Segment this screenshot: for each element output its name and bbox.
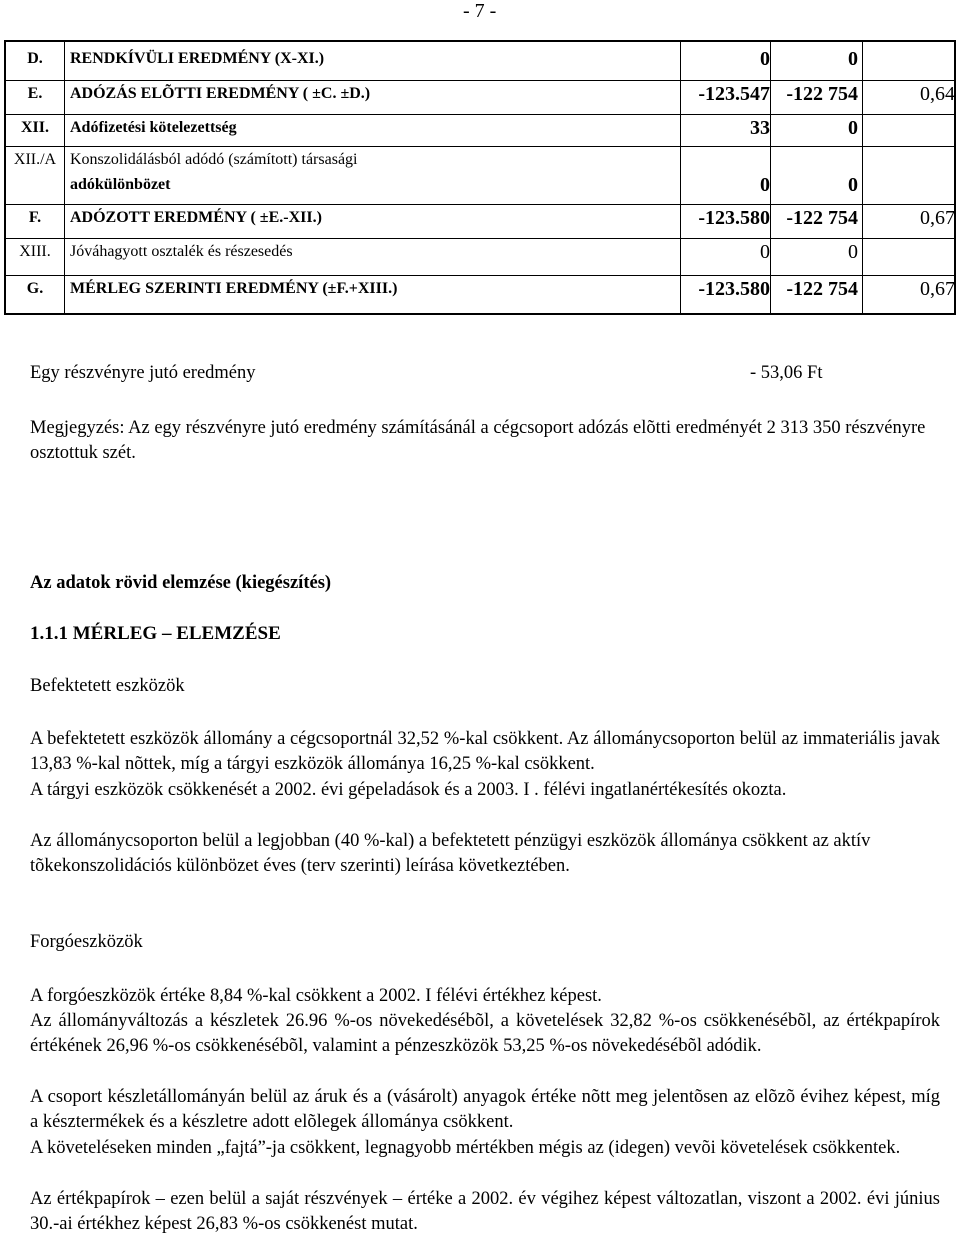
eps-value: - 53,06 Ft <box>750 363 823 383</box>
row-value-previous: 0 <box>848 48 858 70</box>
note: Megjegyzés: Az egy részvényre jutó eredmény számításánál a cégcsoport adózás elõtti eredményét 2 313 350 részvényre osztottuk szét. <box>30 418 926 463</box>
row-value-index: 0,67 <box>920 278 955 300</box>
row-value-previous: -122 754 <box>786 207 858 229</box>
row-code: XII./A <box>13 151 57 168</box>
row-value-previous: 0 <box>848 174 858 196</box>
row-code: XII. <box>20 119 49 136</box>
row-label: ADÓZOTT EREDMÉNY ( ±E.-XII.) <box>70 209 322 226</box>
table-row <box>6 204 954 230</box>
section-title: Az adatok rövid elemzése (kiegészítés) <box>30 573 332 593</box>
row-value-current: 0 <box>760 174 770 196</box>
row-code: XIII. <box>19 243 51 260</box>
row-value-current: 0 <box>760 241 770 263</box>
row-label: Adófizetési kötelezettség <box>70 119 237 136</box>
row-value-current: -123.580 <box>698 207 770 229</box>
row-value-current: -123.580 <box>698 278 770 300</box>
current-assets-p5: Az értékpapírok – ezen belül a saját részvények – értéke a 2002. év végihez képest változatlan, viszont a 2002. évi június 30.-ai értékhez képest 26,83 %-os csökkenést mutat. <box>30 1189 940 1234</box>
row-value-current: 0 <box>760 48 770 70</box>
row-value-previous: -122 754 <box>786 278 858 300</box>
row-label: MÉRLEG SZERINTI EREDMÉNY (±F.+XIII.) <box>70 280 398 297</box>
row-label: adókülönbözet <box>70 176 171 193</box>
table-row <box>6 238 954 264</box>
row-label: Konszolidálásból adódó (számított) társasági <box>70 151 358 168</box>
row-value-previous: -122 754 <box>786 83 858 105</box>
table-row <box>6 172 954 197</box>
row-value-current: -123.547 <box>698 83 770 105</box>
row-value-current: 33 <box>750 117 770 139</box>
fixed-assets-p3: Az állománycsoporton belül a legjobban (40 %-kal) a befektetett pénzügyi eszközök állománya csökkent az aktív tõkekonszolidációs különbözet éves (terv szerinti) leírása következtében. <box>30 831 871 876</box>
row-value-previous: 0 <box>848 117 858 139</box>
subsection-title: 1.1.1 MÉRLEG – ELEMZÉSE <box>30 623 281 644</box>
current-assets-p1: A forgóeszközök értéke 8,84 %-kal csökkent a 2002. I félévi értékhez képest. <box>30 986 602 1006</box>
table-row <box>6 46 954 71</box>
row-label: RENDKÍVÜLI EREDMÉNY (X-XI.) <box>70 50 325 67</box>
fixed-assets-p1: A befektetett eszközök állomány a cégcsoportnál 32,52 %-kal csökkent. Az állománycsoporton belül az immateriális javak 13,83 %-kal nõttek, míg a tárgyi eszközök állománya 16,25 %-kal csökkent. <box>30 729 940 774</box>
income-statement-table <box>4 40 956 315</box>
table-row <box>6 114 954 140</box>
row-label: ADÓZÁS ELÕTTI EREDMÉNY ( ±C. ±D.) <box>70 85 371 102</box>
fixed-assets-heading: Befektetett eszközök <box>30 676 185 696</box>
current-assets-heading: Forgóeszközök <box>30 932 143 952</box>
row-code: G. <box>26 280 44 297</box>
row-value-previous: 0 <box>848 241 858 263</box>
row-label: Jóváhagyott osztalék és részesedés <box>70 243 293 260</box>
fixed-assets-p2: A tárgyi eszközök csökkenését a 2002. évi gépeladások és a 2003. I . félévi ingatlanértékesítés okozta. <box>30 780 787 800</box>
table-row <box>6 146 954 172</box>
row-value-index: 0,64 <box>920 83 955 105</box>
current-assets-p4: A követeléseken minden „fajtá”-ja csökkent, legnagyobb mértékben mégis az (idegen) vevõi követelések csökkentek. <box>30 1138 901 1158</box>
row-code: D. <box>27 50 43 67</box>
current-assets-p2: Az állományváltozás a készletek 26.96 %-os növekedésébõl, a követelések 32,82 %-os csökkenésébõl, az értékpapírok értékének 26,96 %-os csökkenésébõl, valamint a pénzeszközök 53,25 %-os növekedésébõl adódik. <box>30 1011 940 1056</box>
row-code: E. <box>27 85 43 102</box>
table-row <box>6 80 954 106</box>
table-row <box>6 275 954 301</box>
row-code: F. <box>28 209 42 226</box>
eps-label: Egy részvényre jutó eredmény <box>30 363 256 383</box>
page-number: - 7 - <box>463 0 497 22</box>
current-assets-p3: A csoport készletállományán belül az áruk és a (vásárolt) anyagok értéke nõtt meg jelentõsen az elõzõ évihez képest, míg a késztermékek és a készletre adott elõlegek állománya csökkent. <box>30 1087 940 1132</box>
row-value-index: 0,67 <box>920 207 955 229</box>
